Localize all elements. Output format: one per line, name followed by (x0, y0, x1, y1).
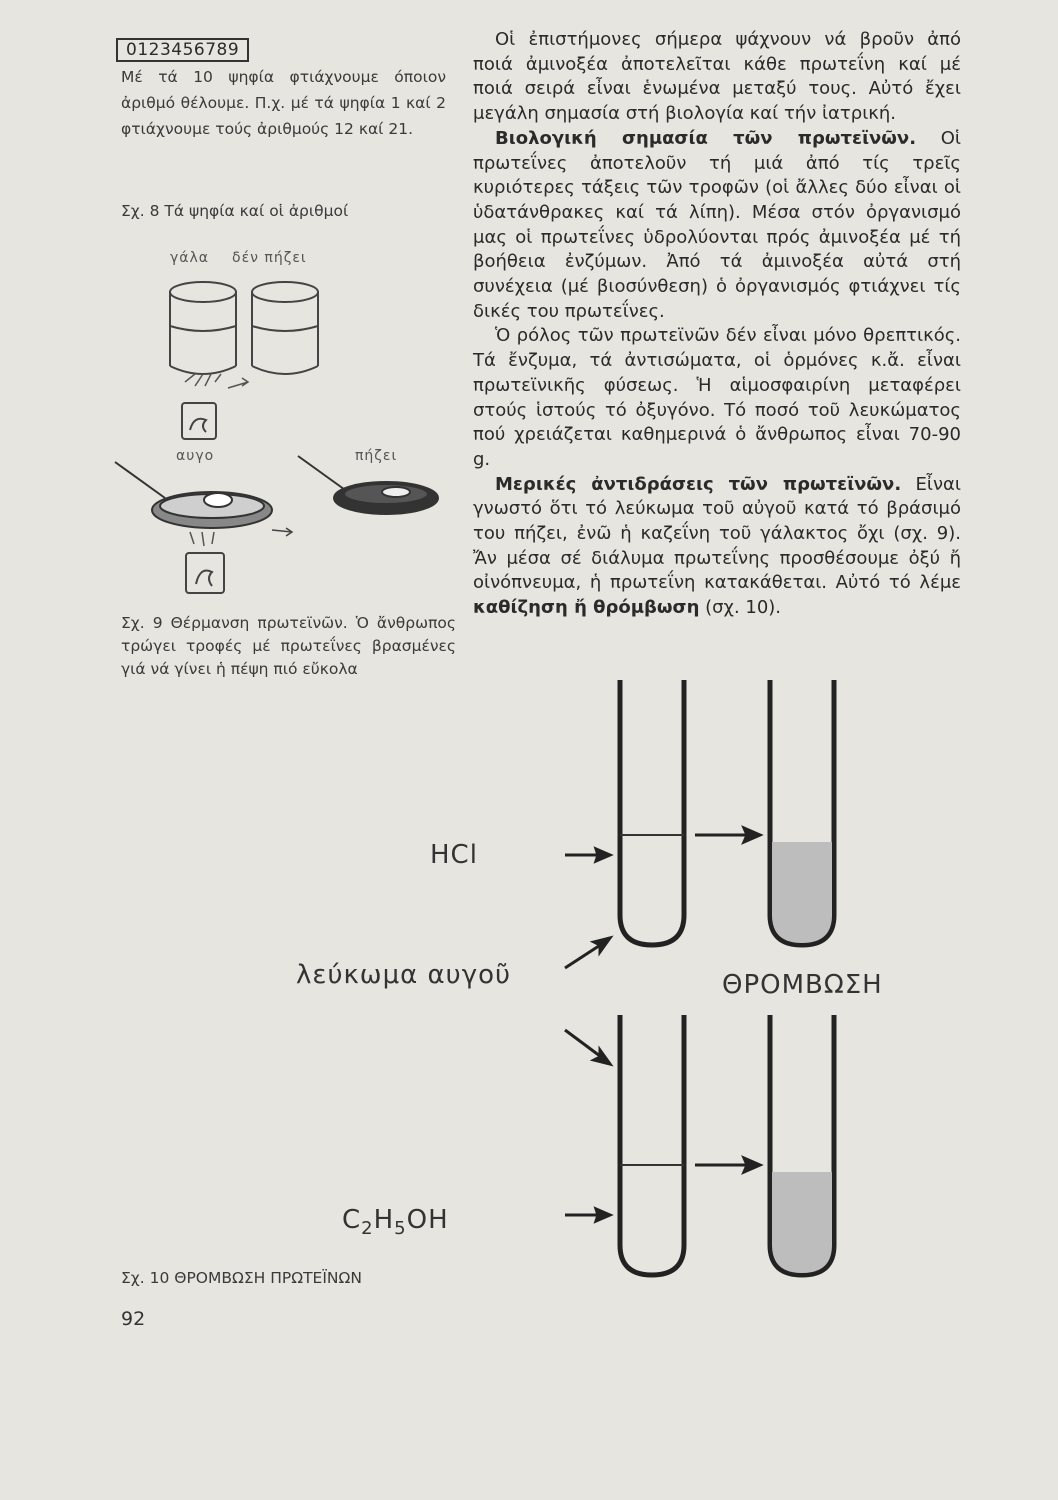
arrow-icon (272, 528, 292, 536)
label-egg-white: λεύκωμα αυγοῦ (296, 960, 512, 990)
fig10-caption: Σχ. 10 ΘΡΟΜΒΩΣΗ ΠΡΩΤΕΪΝΩΝ (121, 1269, 362, 1287)
arrow-icons (565, 828, 760, 1221)
test-tube-ethanol (620, 1015, 684, 1275)
heading-reactions: Μερικές ἀντιδράσεις τῶν πρωτεϊνῶν. (495, 473, 902, 495)
digits-box: 0123456789 (116, 38, 249, 62)
heading-biological-significance: Βιολογική σημασία τῶν πρωτεϊνῶν. (495, 127, 917, 149)
pan-left (115, 462, 272, 528)
flame-icon-2 (190, 532, 214, 546)
digits-caption: Μέ τά 10 ψηφία φτιάχνουμε όποιον ἀριθμό θέλουμε. Π.χ. μέ τά ψηφία 1 καί 2 φτιάχνουμε τούς ἀριθμούς 12 καί 21. (121, 68, 446, 138)
pan-right (298, 456, 438, 514)
label-thrombosis: ΘΡΟΜΒΩΣΗ (722, 970, 883, 1000)
paragraph-3: Ὁ ρόλος τῶν πρωτεϊνῶν δέν εἶναι μόνο θρεπτικός. Τά ἔνζυμα, τά ἀντισώματα, οἱ ὁρμόνες κ.ἄ. εἶναι πρωτεϊνικῆς φύσεως. Ἡ αἱμοσφαιρίνη μεταφέρει στούς ἱστούς τό ὀξυγόνο. Τό ποσό τοῦ λευκώματος πού χρειάζεται καθημερινά ὁ ἄνθρωπος εἶναι 70-90 g. (473, 325, 961, 470)
label-ethanol: $C_2H_5OH$ (342, 1205, 449, 1240)
test-tube-hcl-result (770, 680, 834, 945)
flame-icon (185, 374, 248, 388)
paragraph-2: Βιολογική σημασία τῶν πρωτεϊνῶν. Οἱ πρωτεΐνες ἀποτελοῦν τή μιά ἀπό τίς τρεῖς κυριότερες τάξεις τῶν τροφῶν (οἱ ἄλλες δύο εἶναι οἱ ὑδατάνθρακες καί τά λίπη). Μέσα στόν ὀργανισμό μας οἱ πρωτεΐνες ὑδρολύονται πρός ἀμινοξέα μέ τή βοήθεια ἐνζύμων. Ἀπό τά ἀμινοξέα αὐτά στή συνέχεια (μέ βιοσύνθεση) ὁ ὀργανισμός φτιάχνει τίς δικές του πρωτεΐνες. (473, 127, 961, 322)
milk-container-right (252, 282, 318, 374)
test-tube-ethanol-result (770, 1015, 834, 1275)
label-milk: γάλα (170, 250, 210, 266)
burner-icon (182, 403, 216, 439)
label-hcl: HCl (430, 840, 478, 870)
label-not-boil: δέν πήζει (232, 250, 307, 266)
term-thrombosis: καθίζηση ἤ θρόμβωση (473, 597, 700, 619)
paragraph-1: Οἱ ἐπιστήμονες σήμερα ψάχνουν νά βροῦν ἀπό ποιά ἀμινοξέα ἀποτελεῖται κάθε πρωτεΐνη καί μέ ποιά σειρά εἶναι ἑνωμένα μεταξύ τους. Αὐτό ἔχει μεγάλη σημασία στή βιολογία καί τήν ἰατρική. (473, 29, 961, 125)
main-text (473, 28, 961, 621)
label-egg: αυγο (176, 448, 215, 464)
paragraph-4: Μερικές ἀντιδράσεις τῶν πρωτεϊνῶν. Εἶναι γνωστό ὅτι τό λεύκωμα τοῦ αὐγοῦ κατά τό βράσιμό του πήζει, ἐνῶ ἡ καζεΐνη τοῦ γάλακτος ὄχι (σχ. 9). Ἄν μέσα σέ διάλυμα πρωτεΐνης προσθέσουμε ὀξύ ἤ οἰνόπνευμα, ἡ πρωτεΐνη κατακάθεται. Αὐτό τό λέμε καθίζηση ἤ θρόμβωση (σχ. 10). (473, 473, 962, 619)
label-sets: πήζει (355, 448, 398, 464)
test-tube-hcl (620, 680, 684, 945)
burner-icon-2 (186, 553, 224, 593)
fig9-caption: Σχ. 9 Θέρμανση πρωτεϊνῶν. Ὁ ἄνθρωπος τρώγει τροφές μέ πρωτεΐνες βρασμένες γιά νά γίνει ἡ πέψη πιό εὔκολα (121, 614, 456, 678)
fig8-caption: Σχ. 8 Τά ψηφία καί οἱ ἀριθμοί (121, 202, 349, 220)
page-number: 92 (121, 1308, 146, 1330)
figure-9-heating-proteins (110, 270, 450, 610)
milk-container-left (170, 282, 236, 374)
